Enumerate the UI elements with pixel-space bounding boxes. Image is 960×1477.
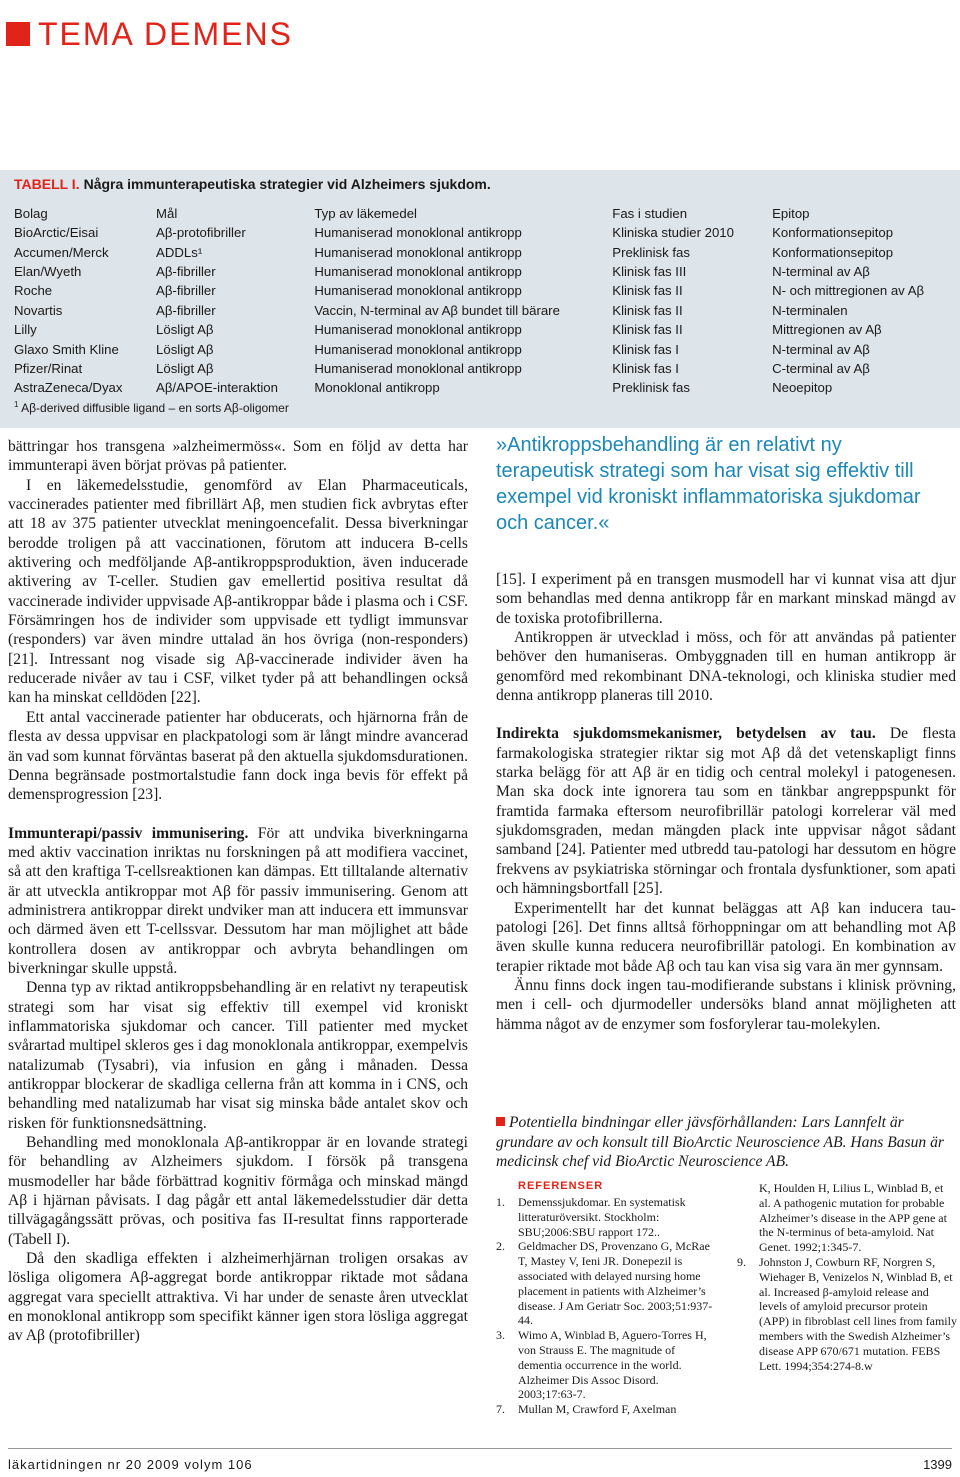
table-cell: Pfizer/Rinat — [14, 360, 83, 376]
table-cell: Accumen/Merck — [14, 244, 109, 260]
table-cell: Aβ/APOE-interaktion — [156, 380, 278, 396]
table-cell: Aβ-fibriller — [156, 263, 216, 279]
right-paragraph-4: Experimentellt har det kunnat beläggas att Aβ kan inducera tau-patologi [26]. Det finns alltså förhoppningar om att behandling mot Aβ även skulle kunna reducera neurofibrillär patologi. En kombination av terapier riktade mot både Aβ och tau kan visa sig vara än mer gynnsam. — [496, 899, 956, 975]
table-cell: Humaniserad monoklonal antikropp — [314, 341, 522, 357]
table-footnote — [14, 400, 289, 415]
column-header: Mål — [156, 206, 178, 221]
left-paragraph-6: Behandling med monoklonala Aβ-antikroppar är en lovande strategi för behandling av Alzheimers sjukdom. I försök på transgena musmodeller har både förbättrad kognitiv förmåga och minskad mängd Aβ i hjärnan påvisats. I dag pågår ett antal läkemedelsstudier där detta tillvägagångssätt prövas, och positiva fas II-resultat finns rapporterade (Tabell I). — [8, 1134, 468, 1248]
table-caption — [14, 176, 491, 192]
table-cell: Monoklonal antikropp — [314, 380, 440, 396]
right-paragraph-2: Antikroppen är utvecklad i möss, och för att användas på patienter behöver den humaniseras. Ombyggnaden till en human antikropp är genomförd med rekombinant DNA-teknologi, och kliniska studier med denna antikropp planeras till 2010. — [496, 629, 956, 705]
table-cell: Lilly — [14, 322, 37, 338]
left-paragraph-7: Då den skadliga effekten i alzheimerhjärnan troligen orsakas av lösliga oligomera Aβ-aggregat borde antikroppar riktade mot sådana aggregat vara speciellt attraktiva. Vi har under de senaste åren utvecklat en monoklonal antikropp som specifikt känner igen stora lösliga aggregat av Aβ (protofibriller) — [8, 1250, 468, 1345]
right-paragraph-3-text: De flesta farmakologiska strategier riktar sig mot Aβ då det vetenskapligt finns starka belägg för att Aβ är en tidig och central molekyl i patogenesen. Man ska dock inte ignorera tau som en tänkbar angreppspunkt för framtida farmaka eftersom neurofibrillär patologi korrelerar väl med sjukdomsgraden, medan mängden plack inte uppvisar något sådant samband [24]. Patienter med utbredd tau-patologi har dessutom en högre frekvens av psykiatriska störningar och frontala dysfunktioner, som apati och hämningsbortfall [25]. — [496, 725, 956, 898]
reference-number: 7. — [496, 1402, 505, 1417]
table-cell: Klinisk fas II — [612, 322, 683, 338]
table-row — [12, 339, 960, 358]
reference-number: 3. — [496, 1328, 505, 1343]
table-cell: Aβ-fibriller — [156, 302, 216, 318]
pull-quote: »Antikroppsbehandling är en relativt ny terapeutisk strategi som har visat sig effektiv till exempel vid kroniskt inflammatoriska sjukdomar och cancer.« — [496, 434, 921, 534]
immunotherapy-table — [12, 204, 960, 398]
table-label: TABELL I. — [14, 176, 80, 192]
reference-number: 2. — [496, 1239, 505, 1254]
table-cell: N-terminalen — [772, 302, 848, 318]
left-paragraph-5: Denna typ av riktad antikroppsbehandling är en relativt ny terapeutisk strategi som har visat sig effektiv till exempel vid kroniskt inflammatoriska sjukdomar och cancer. Till patienter med mycket svårartad multipel skleros ges i dag monoklonala antikroppar, exempelvis natalizumab (Tysabri), via infusion en gång i månaden. Dessa antikroppar blockerar de skadliga cellerna från att komma in i CNS, och behandling med natalizumab har visat sig minska både antalet skov och risken för funktionsnedsättning. — [8, 979, 468, 1132]
column-header: Fas i studien — [612, 206, 688, 221]
reference-item — [496, 1328, 720, 1402]
right-paragraph-1: [15]. I experiment på en transgen musmodell har vi kunnat visa att djur som behandlas med denna antikropp får en markant minskad mängd av de toxiska protofibrillerna. — [496, 571, 956, 627]
table-cell: Aβ-fibriller — [156, 283, 216, 299]
reference-number — [737, 1181, 759, 1255]
table-cell: C-terminal av Aβ — [772, 360, 870, 376]
table-cell: Elan/Wyeth — [14, 263, 82, 279]
footer-journal: läkartidningen nr 20 2009 volym 106 — [8, 1457, 253, 1472]
right-paragraph-5: Ännu finns dock ingen tau-modifierande substans i klinisk prövning, men i cell- och djurmodeller undersöks bland annat möjligheten att hämma något av de enzymer som fosforylerar tau-molekylen. — [496, 976, 956, 1033]
right-paragraph-3 — [496, 724, 956, 898]
table-header-row — [12, 204, 960, 223]
red-square-bullet — [496, 1117, 505, 1126]
references-column-2 — [737, 1181, 957, 1373]
subheading-tau: Indirekta sjukdomsmekanismer, betydelsen av tau. — [496, 725, 876, 743]
table-row — [12, 281, 960, 300]
reference-text: Wimo A, Winblad B, Aguero-Torres H, von Strauss E. The magnitude of dementia occurrence in the world. Alzheimer Dis Assoc Disord. 2003;17:63-7. — [518, 1328, 707, 1402]
table-cell: Humaniserad monoklonal antikropp — [314, 244, 522, 260]
table-cell: Roche — [14, 283, 53, 299]
table-cell: N- och mittregionen av Aβ — [772, 283, 925, 299]
table-cell: Klinisk fas I — [612, 360, 679, 376]
table-cell: Klinisk fas II — [612, 302, 683, 318]
table-cell: Lösligt Aβ — [156, 322, 214, 338]
table-row — [12, 242, 960, 261]
table-cell: Humaniserad monoklonal antikropp — [314, 360, 522, 376]
reference-text: Mullan M, Crawford F, Axelman — [518, 1402, 677, 1417]
left-paragraph-1: bättringar hos transgena »alzheimermöss«. Som en följd av detta har immunterapi även börjat prövas på patienter. — [8, 438, 468, 475]
table-cell: Novartis — [14, 302, 63, 318]
table-row — [12, 262, 960, 281]
table-cell: Preklinisk fas — [612, 244, 690, 260]
table-row — [12, 301, 960, 320]
left-column — [8, 437, 468, 1346]
subheading-passive-immunization: Immunterapi/passiv immunisering. — [8, 824, 249, 842]
table-cell: Lösligt Aβ — [156, 360, 214, 376]
table-cell: Mittregionen av Aβ — [772, 322, 882, 338]
left-paragraph-2: I en läkemedelsstudie, genomförd av Elan Pharmaceuticals, vaccinerades patienter med fibrillärt Aβ, men studien fick avbrytas efter att 18 av 375 patienter utvecklat meningoencefalit. Dessa biverkningar berodde troligen på att vaccinationen, förutom att inducera B-cells aktivering och medföljande Aβ-antikroppsproduktion, även inducerade aktivering av T-celler. Studien gav emellertid positiva resultat då vaccinerade individer uppvisade Aβ-antikroppar både i plasma och i CSF. Försämringen hos de individer som uppvisade ett tydligt immunsvar (responders) var även mindre uttalad än hos övriga (non-responders) [21]. Intressant nog visade sig Aβ-vaccinerade individer även ha reducerade nivåer av tau i CSF, vilket tyder på att behandlingen också kan ha minskat celldöden [22]. — [8, 476, 468, 707]
left-paragraph-4-text: För att undvika biverkningarna med aktiv vaccination inriktas nu forskningen på att modifiera vaccinet, så att den kraftiga T-cellsreaktionen kan dämpas. Ett tilltalande alternativ är att utveckla antikroppar mot Aβ för passiv immunisering. Genom att administrera antikroppar direkt undviker man att inducera ett immunsvar och därmed även ett T-cellssvar. Dessutom har man möjlighet att både kontrollera dosen av antikroppar och avbryta behandlingen om biverkningar skulle uppstå. — [8, 824, 468, 977]
reference-item — [737, 1255, 957, 1373]
column-header: Epitop — [772, 206, 810, 221]
references-column-1 — [496, 1195, 720, 1417]
table-row — [12, 359, 960, 378]
table-cell: Aβ-protofibriller — [156, 225, 246, 241]
table-panel — [0, 170, 960, 428]
table-cell: Humaniserad monoklonal antikropp — [314, 322, 522, 338]
footnote-text: Aβ-derived diffusible ligand – en sorts Aβ-oligomer — [21, 401, 289, 415]
table-cell: Preklinisk fas — [612, 380, 690, 396]
left-paragraph-3: Ett antal vaccinerade patienter har obducerats, och hjärnorna från de flesta av dessa uppvisar en plackpatologi som är långt mindre avancerad än vad som kunnat förväntas baserat på den aktuella sjukdomsdurationen. Denna begränsade postmortalstudie fann dock inga bevis för effekt på demensprogression [23]. — [8, 708, 468, 804]
table-cell: Klinisk fas III — [612, 263, 687, 279]
table-cell: Humaniserad monoklonal antikropp — [314, 263, 522, 279]
column-header: Bolag — [14, 206, 48, 221]
table-caption-text: Några immunterapeutiska strategier vid Alzheimers sjukdom. — [83, 176, 491, 192]
reference-text: Johnston J, Cowburn RF, Norgren S, Wiehager B, Venizelos N, Winblad B, et al. Increased β-amyloid release and levels of amyloid precursor protein (APP) in fibroblast cell lines from family members with the Swedish Alzheimer’s disease APP 670/671 mutation. FEBS Lett. 1994;354:274-8.w — [759, 1254, 957, 1373]
reference-number: 1. — [496, 1195, 505, 1209]
section-header — [6, 14, 293, 54]
footnote-mark: 1 — [14, 400, 19, 409]
table-cell: Kliniska studier 2010 — [612, 225, 734, 241]
table-row — [12, 320, 960, 339]
reference-text: K, Houlden H, Lilius L, Winblad B, et al. A pathogenic mutation for probable Alzheimer’s disease in the APP gene at the N-terminus of beta-amyloid. Nat Genet. 1992;1:345-7. — [759, 1181, 947, 1255]
reference-text: Geldmacher DS, Provenzano G, McRae T, Mastey V, Ieni JR. Donepezil is associated with delayed nursing home placement in patients with Alzheimer’s disease. J Am Geriatr Soc. 2003;51:937-44. — [518, 1239, 713, 1328]
table-cell: Konformationsepitop — [772, 244, 894, 260]
table-cell: Humaniserad monoklonal antikropp — [314, 283, 522, 299]
table-cell: Humaniserad monoklonal antikropp — [314, 225, 522, 241]
reference-item — [496, 1402, 720, 1417]
table-cell: ADDLs¹ — [156, 244, 203, 260]
table-row — [12, 378, 960, 397]
table-cell: Konformationsepitop — [772, 225, 894, 241]
reference-item — [496, 1195, 720, 1239]
table-cell: Lösligt Aβ — [156, 341, 214, 357]
reference-item — [737, 1181, 957, 1255]
left-paragraph-4 — [8, 824, 468, 979]
table-row — [12, 223, 960, 242]
footer-divider — [8, 1448, 952, 1449]
reference-number: 9. — [737, 1254, 746, 1269]
table-cell: Vaccin, N-terminal av Aβ bundet till bärare — [314, 302, 560, 318]
red-square-marker — [6, 22, 30, 46]
table-cell: Klinisk fas II — [612, 283, 683, 299]
table-cell: N-terminal av Aβ — [772, 263, 870, 279]
table-cell: Glaxo Smith Kline — [14, 341, 119, 357]
right-column — [496, 570, 956, 1034]
reference-text: Demenssjukdomar. En systematisk litteraturöversikt. Stockholm: SBU;2006:SBU rapport 172.. — [518, 1195, 686, 1239]
table-cell: Klinisk fas I — [612, 341, 679, 357]
section-title: TEMA DEMENS — [38, 15, 293, 52]
credit-text: Potentiella bindningar eller jävsförhållanden: Lars Lannfelt är grundare av och konsult till BioArctic Neuroscience AB. Hans Basun är medicinsk chef vid BioArctic Neuroscience AB. — [496, 1114, 944, 1170]
table-cell: BioArctic/Eisai — [14, 225, 99, 241]
conflict-of-interest — [496, 1113, 956, 1172]
reference-item — [496, 1239, 720, 1328]
references-title: REFERENSER — [518, 1180, 604, 1192]
table-cell: N-terminal av Aβ — [772, 341, 870, 357]
table-cell: AstraZeneca/Dyax — [14, 380, 123, 396]
column-header: Typ av läkemedel — [314, 206, 417, 221]
table-cell: Neoepitop — [772, 380, 833, 396]
page-number: 1399 — [923, 1457, 952, 1472]
